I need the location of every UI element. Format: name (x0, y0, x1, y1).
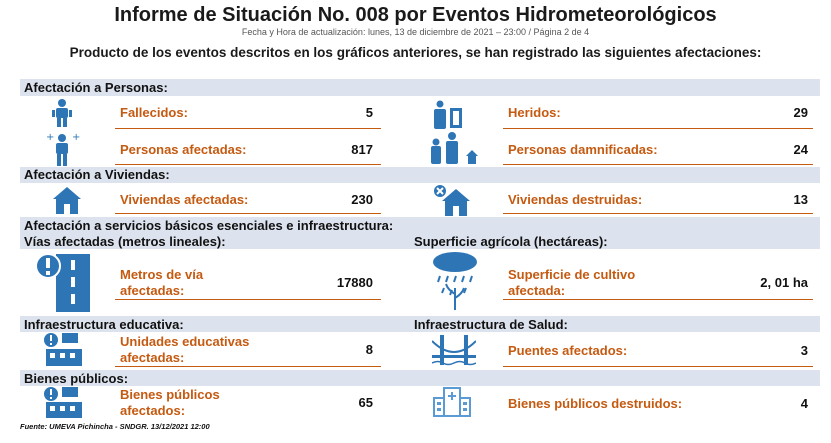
report-title: Informe de Situación No. 008 por Eventos Hidrometeorológicos (114, 4, 717, 26)
section-title-viviendas: Afectación a Viviendas: (24, 167, 170, 182)
value-fallecidos: 5 (365, 105, 373, 120)
house-affected-icon (52, 185, 82, 215)
hospital-building-icon (432, 386, 472, 418)
section-title-bienes: Bienes públicos: (24, 371, 129, 386)
subsection-title-salud: Infraestructura de Salud: (414, 317, 568, 332)
divider (503, 213, 813, 214)
update-subtitle: Fecha y Hora de actualización: lunes, 13 de diciembre de 2021 – 23:00 / Página 2 de 4 (241, 27, 590, 37)
value-viviendas-destruidas: 13 (793, 192, 808, 207)
divider (503, 299, 813, 300)
person-deceased-icon (50, 98, 74, 128)
value-puentes: 3 (800, 343, 808, 358)
label-fallecidos: Fallecidos: (120, 105, 188, 120)
value-bienes-afectados: 65 (358, 395, 373, 410)
road-icon (34, 252, 92, 314)
school-icon (42, 331, 84, 367)
bridge-icon (432, 333, 476, 367)
subsection-title-vias: Vías afectadas (metros lineales): (24, 234, 226, 249)
label-metros-via: Metros de vía afectadas: (120, 267, 204, 298)
divider (115, 164, 381, 165)
label-viviendas-afectadas: Viviendas afectadas: (120, 192, 249, 207)
house-destroyed-icon (432, 183, 472, 217)
intro-text: Producto de los eventos descritos en los gráficos anteriores, se han registrado las siguientes afectaciones: (69, 45, 762, 60)
label-personas-afectadas: Personas afectadas: (120, 142, 247, 157)
label-puentes: Puentes afectados: (508, 343, 628, 358)
divider (115, 366, 381, 367)
label-unidades-educativas: Unidades educativas afectadas: (120, 334, 250, 365)
divider (503, 164, 813, 165)
value-heridos: 29 (793, 105, 808, 120)
divider (503, 128, 813, 129)
value-personas-damnificadas: 24 (793, 142, 808, 157)
subsection-title-agricola: Superficie agrícola (hectáreas): (414, 234, 608, 249)
public-building-icon (42, 385, 84, 419)
value-superficie-cultivo: 2, 01 ha (760, 275, 808, 290)
label-heridos: Heridos: (508, 105, 561, 120)
value-viviendas-afectadas: 230 (351, 192, 373, 207)
homeless-people-icon (428, 130, 478, 166)
section-title-servicios: Afectación a servicios básicos esenciales e infraestructura: (24, 218, 394, 233)
label-bienes-destruidos: Bienes públicos destruidos: (508, 396, 683, 411)
affected-people-icon (42, 130, 82, 168)
divider (115, 213, 381, 214)
label-viviendas-destruidas: Viviendas destruidas: (508, 192, 643, 207)
injured-person-icon (430, 100, 464, 130)
svg-text:+: + (72, 132, 81, 143)
svg-text:+: + (46, 132, 55, 143)
label-personas-damnificadas: Personas damnificadas: (508, 142, 658, 157)
value-personas-afectadas: 817 (351, 142, 373, 157)
divider (503, 366, 813, 367)
section-band-bienes (20, 370, 820, 386)
label-superficie-cultivo: Superficie de cultivo afectada: (508, 267, 636, 298)
value-bienes-destruidos: 4 (800, 396, 808, 411)
divider (115, 128, 381, 129)
label-bienes-afectados: Bienes públicos afectados: (120, 387, 220, 418)
subsection-title-educativa: Infraestructura educativa: (24, 317, 184, 332)
section-title-personas: Afectación a Personas: (24, 80, 168, 95)
source-footnote: Fuente: UMEVA Pichincha - SNDGR. 13/12/2021 12:00 (20, 422, 210, 431)
divider (115, 299, 381, 300)
crop-damage-icon (430, 250, 480, 312)
value-unidades-educativas: 8 (365, 342, 373, 357)
value-metros-via: 17880 (336, 275, 373, 290)
